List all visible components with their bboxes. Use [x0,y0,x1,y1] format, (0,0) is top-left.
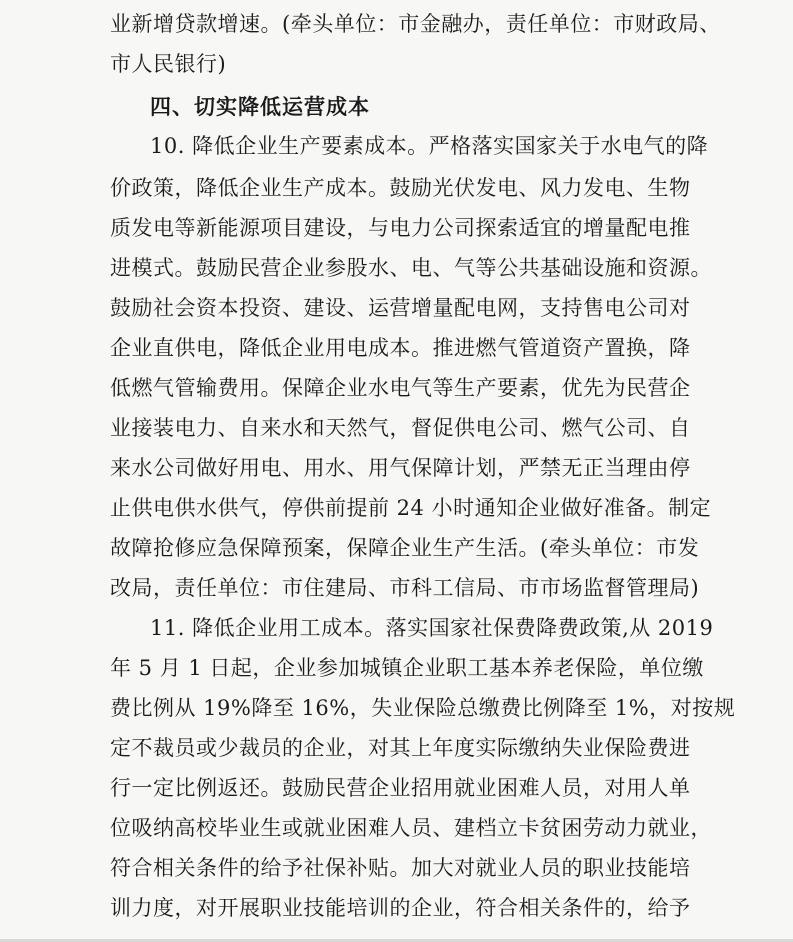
body-text-line: 市人民银行) [110,52,227,76]
body-text-line: 位吸纳高校毕业生或就业困难人员、建档立卡贫困劳动力就业， [110,816,712,840]
body-text-line: 价政策，降低企业生产成本。鼓励光伏发电、风力发电、生物 [110,176,691,200]
body-text-line: 行一定比例返还。鼓励民营企业招用就业困难人员，对用人单 [110,776,691,800]
body-text-line: 鼓励社会资本投资、建设、运营增量配电网，支持售电公司对 [110,296,691,320]
body-text-line: 训力度，对开展职业技能培训的企业，符合相关条件的，给予 [110,896,691,920]
body-text-line: 符合相关条件的给予社保补贴。加大对就业人员的职业技能培 [110,856,691,880]
body-text-line: 费比例从 19%降至 16%，失业保险总缴费比例降至 1%，对按规 [110,696,736,720]
paragraph-first-line: 11. 降低企业用工成本。落实国家社保费降费政策,从 2019 [150,616,714,640]
body-text-line: 低燃气管输费用。保障企业水电气等生产要素，优先为民营企 [110,376,691,400]
body-text-line: 业接装电力、自来水和天然气，督促供电公司、燃气公司、自 [110,416,691,440]
body-text-line: 止供电供水供气，停供前提前 24 小时通知企业做好准备。制定 [110,496,712,520]
body-text-line: 进模式。鼓励民营企业参股水、电、气等公共基础设施和资源。 [110,256,712,280]
body-text-line: 质发电等新能源项目建设，与电力公司探索适宜的增量配电推 [110,216,691,240]
section-heading: 四、切实降低运营成本 [150,95,370,119]
body-text-line: 故障抢修应急保障预案，保障企业生产生活。(牵头单位：市发 [110,536,700,560]
body-text-line: 定不裁员或少裁员的企业，对其上年度实际缴纳失业保险费进 [110,736,691,760]
paragraph-first-line: 10. 降低企业生产要素成本。严格落实国家关于水电气的降 [150,134,709,158]
body-text-line: 来水公司做好用电、用水、用气保障计划，严禁无正当理由停 [110,456,691,480]
body-text-line: 业新增贷款增速。(牵头单位：市金融办，责任单位：市财政局、 [110,12,721,36]
body-text-line: 改局，责任单位：市住建局、市科工信局、市市场监督管理局) [110,576,700,600]
body-text-line: 企业直供电，降低企业用电成本。推进燃气管道资产置换，降 [110,336,691,360]
body-text-line: 年 5 月 1 日起，企业参加城镇企业职工基本养老保险，单位缴 [110,656,704,680]
